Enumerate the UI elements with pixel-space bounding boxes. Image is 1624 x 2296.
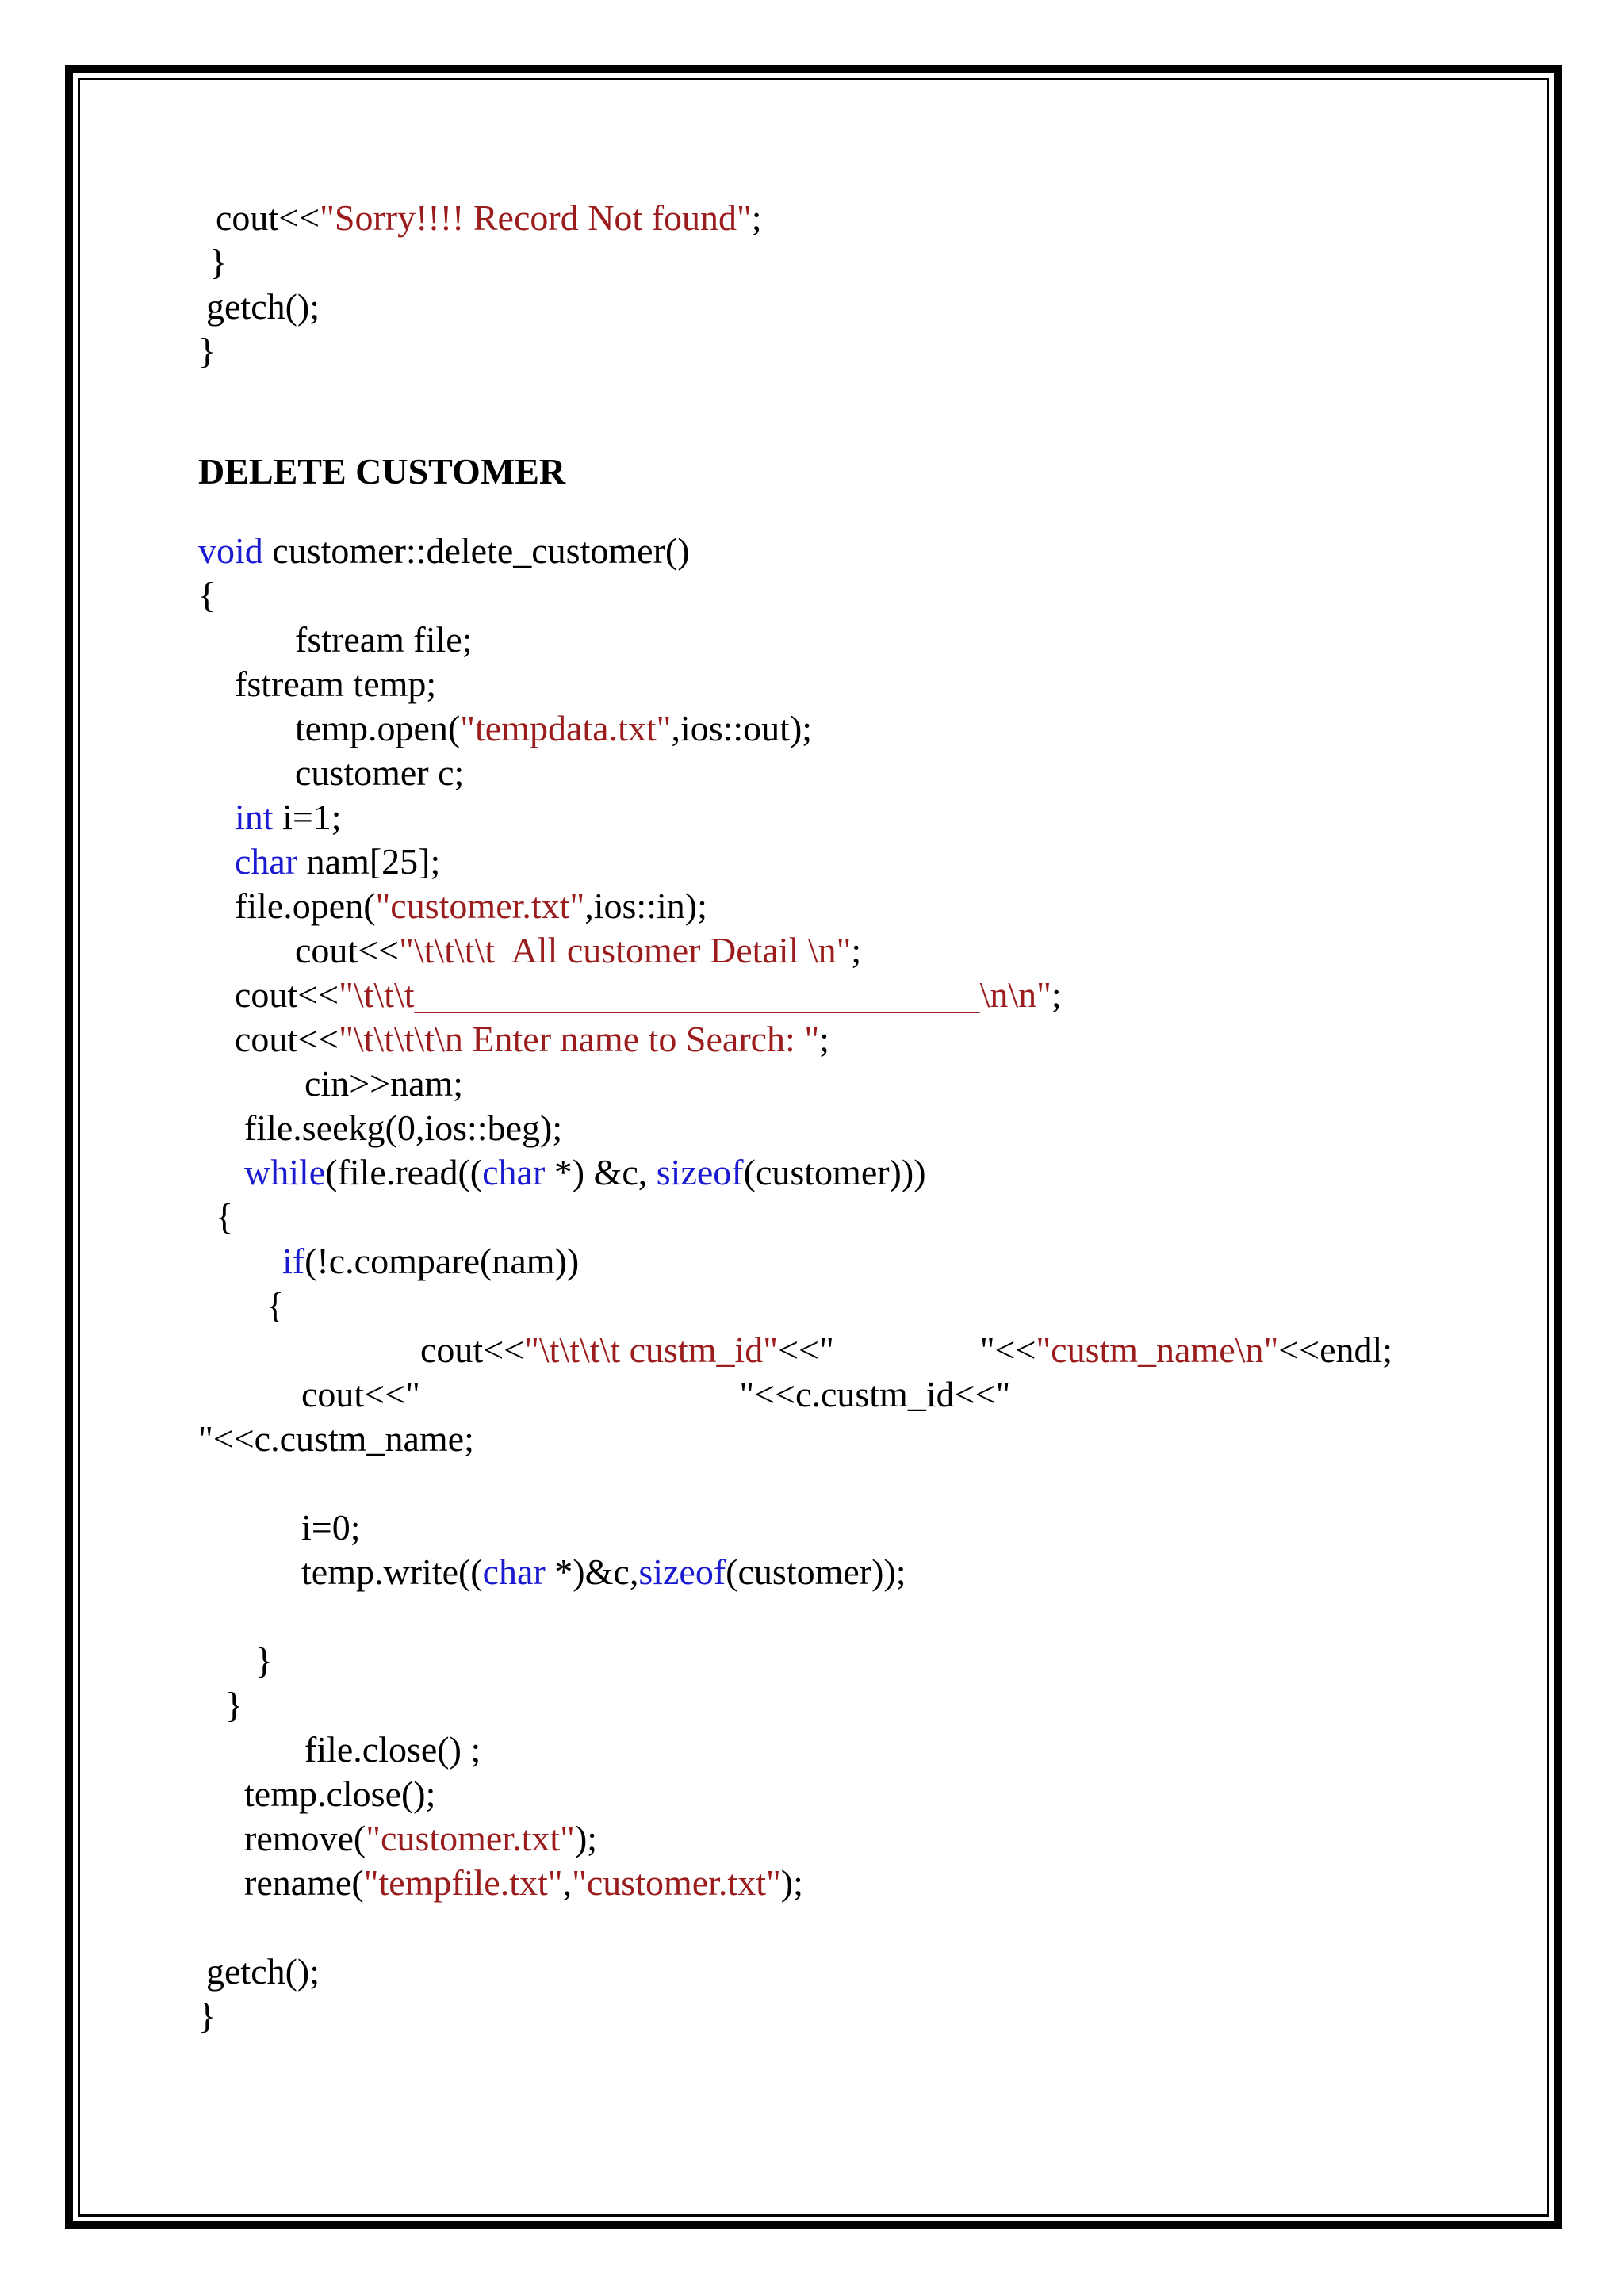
code-text: getch(); — [206, 286, 320, 327]
code-line-function-signature — [198, 530, 690, 571]
code-text: i=0; — [301, 1507, 361, 1548]
code-line-close-brace — [255, 1640, 274, 1681]
code-text: i=1; — [273, 797, 342, 837]
code-line-fstream-temp — [235, 666, 436, 702]
code-text: cout<<"Sorry!!!! Record Not found"; — [216, 197, 762, 238]
code-line-cout-enter-name — [235, 1021, 829, 1058]
keyword: int — [235, 797, 274, 837]
code-text: (file.read(( — [325, 1152, 483, 1192]
code-line-temp-close — [244, 1776, 435, 1812]
code-text: cout<< — [235, 974, 339, 1015]
code-line-while-read — [244, 1154, 926, 1191]
code-line-open-brace — [216, 1196, 234, 1237]
keyword: void — [198, 530, 263, 571]
string-literal: "customer.txt" — [572, 1862, 781, 1903]
code-line-getch — [206, 1951, 320, 1992]
code-text: } — [255, 1640, 274, 1681]
code-line-cout-headers — [420, 1332, 1392, 1368]
code-text: cout<< — [295, 930, 400, 970]
code-line-customer-c — [295, 752, 465, 793]
code-text: <<" "<< — [778, 1330, 1036, 1370]
code-line-temp-write — [301, 1554, 906, 1590]
code-text: *) &c, — [545, 1152, 657, 1192]
underline-separator — [415, 974, 980, 1015]
code-line-close-brace — [225, 1687, 243, 1724]
string-literal: "\t\t\t — [339, 974, 415, 1015]
code-text: customer::delete_customer() — [262, 530, 690, 571]
keyword: char — [482, 1152, 546, 1192]
code-text: *)&c, — [545, 1552, 639, 1592]
code-text: remove( — [244, 1818, 366, 1858]
keyword: if — [282, 1241, 305, 1281]
code-text: ); — [780, 1862, 803, 1903]
keyword: sizeof — [656, 1152, 744, 1192]
code-text: } — [198, 1996, 216, 2036]
code-text: temp.open( — [295, 708, 461, 748]
code-text: "<<c.custm_name; — [198, 1418, 474, 1459]
code-line-close-brace — [198, 1998, 216, 2034]
string-literal: "custm_name\n" — [1036, 1330, 1279, 1370]
code-text: file.open( — [235, 886, 376, 926]
code-line-int-i — [235, 799, 342, 836]
string-literal: "\t\t\t\t custm_id" — [524, 1330, 779, 1370]
string-literal: "\t\t\t\t All customer Detail \n" — [399, 930, 852, 970]
string-literal: "tempdata.txt" — [460, 708, 672, 748]
code-text: cout<<" "<<c.custm_id<<" — [301, 1374, 1011, 1414]
string-literal: "customer.txt" — [375, 886, 585, 926]
code-text: file.close() ; — [304, 1729, 481, 1770]
string-literal: "customer.txt" — [366, 1818, 575, 1858]
code-line-close-brace — [198, 333, 216, 369]
code-text: ); — [574, 1818, 598, 1858]
string-literal: \n\n" — [979, 974, 1051, 1015]
code-text: cout<< — [420, 1330, 525, 1370]
code-line-open-brace — [198, 577, 216, 614]
code-line-file-open — [235, 888, 707, 924]
code-text: cin>>nam; — [304, 1063, 464, 1104]
code-text: customer c; — [295, 752, 465, 793]
code-text: cout<< — [235, 1019, 339, 1059]
code-line-rename — [244, 1862, 803, 1903]
code-line-file-close — [304, 1729, 481, 1770]
code-text: , — [562, 1862, 573, 1903]
code-text: } — [198, 331, 216, 371]
code-text: nam[25]; — [297, 841, 441, 882]
code-text: (!c.compare(nam)) — [304, 1241, 580, 1281]
code-text: temp.close(); — [244, 1774, 436, 1814]
code-line-i-zero — [301, 1507, 361, 1548]
code-text: ,ios::out); — [671, 708, 813, 748]
code-line-fstream-file — [295, 619, 473, 660]
code-text: (customer))) — [743, 1152, 926, 1192]
code-line-file-seekg — [244, 1110, 562, 1146]
code-text: temp.write(( — [301, 1552, 483, 1592]
code-line-cout-all-detail — [295, 932, 861, 969]
code-text: <<endl; — [1278, 1330, 1393, 1370]
code-line-close-brace — [209, 244, 227, 281]
keyword: char — [235, 841, 298, 882]
section-heading: DELETE CUSTOMER — [198, 451, 566, 492]
code-text: (customer)); — [726, 1552, 906, 1592]
code-text: ,ios::in); — [584, 886, 707, 926]
code-text: fstream file; — [295, 619, 473, 660]
code-line-cin-nam — [304, 1063, 464, 1104]
code-line-cout-separator — [235, 974, 1062, 1015]
code-line-cout-sorry — [216, 197, 762, 238]
code-text: rename( — [244, 1862, 364, 1903]
string-literal: "\t\t\t\t\n Enter name to Search: " — [339, 1019, 820, 1059]
code-line-char-nam — [235, 841, 441, 882]
code-text: ; — [819, 1019, 829, 1059]
code-text: ; — [851, 930, 862, 970]
code-line-remove — [244, 1820, 597, 1857]
code-line-if-compare — [282, 1243, 579, 1280]
string-literal: "tempfile.txt" — [363, 1862, 563, 1903]
code-line-cout-values-cont — [198, 1418, 474, 1459]
code-text: } — [225, 1685, 243, 1725]
code-line-getch — [206, 286, 320, 327]
code-text: { — [198, 575, 216, 615]
keyword: while — [244, 1152, 326, 1192]
code-text: getch(); — [206, 1951, 320, 1992]
code-text: ; — [1051, 974, 1062, 1015]
code-text: file.seekg(0,ios::beg); — [244, 1108, 563, 1148]
code-text: fstream temp; — [235, 664, 437, 704]
code-text: { — [216, 1196, 234, 1237]
keyword: sizeof — [638, 1552, 726, 1592]
code-text: } — [209, 242, 228, 282]
code-line-temp-open — [295, 710, 812, 747]
code-line-open-brace — [266, 1285, 285, 1326]
code-line-cout-values — [301, 1376, 1010, 1413]
keyword: char — [482, 1552, 546, 1592]
code-text: { — [266, 1285, 285, 1326]
